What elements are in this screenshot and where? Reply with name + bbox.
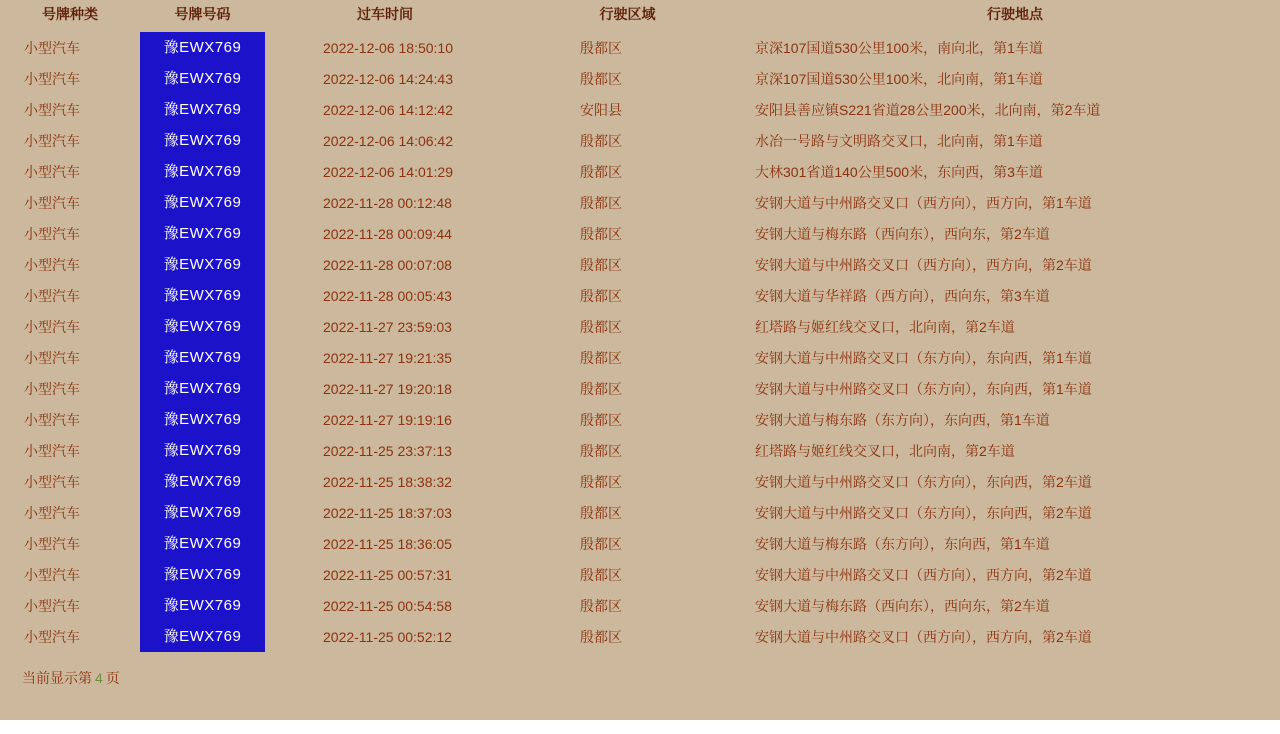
cell-plate-number — [140, 621, 265, 652]
cell-place: 红塔路与姬红线交叉口，北向南，第2车道 — [755, 442, 1015, 459]
cell-place: 安钢大道与中州路交叉口（西方向），西方向，第2车道 — [755, 566, 1092, 583]
cell-plate-type: 小型汽车 — [24, 349, 80, 366]
cell-pass-time: 2022-12-06 14:01:29 — [323, 163, 453, 180]
plate-badge[interactable]: 豫EWX769 — [140, 497, 265, 528]
cell-plate-number — [140, 404, 265, 435]
table-row[interactable] — [0, 590, 1280, 621]
cell-plate-type: 小型汽车 — [24, 318, 80, 335]
cell-place: 安钢大道与中州路交叉口（东方向），东向西，第2车道 — [755, 504, 1092, 521]
cell-place: 安钢大道与梅东路（西向东），西向东，第2车道 — [755, 225, 1050, 242]
cell-plate-number — [140, 32, 265, 63]
column-header-plate-type: 号牌种类 — [42, 6, 98, 22]
cell-place: 安钢大道与梅东路（东方向），东向西，第1车道 — [755, 535, 1050, 552]
cell-plate-type: 小型汽车 — [24, 163, 80, 180]
cell-area: 殷都区 — [580, 39, 622, 56]
cell-pass-time: 2022-11-25 18:38:32 — [323, 473, 452, 490]
cell-pass-time: 2022-12-06 14:24:43 — [323, 70, 453, 87]
plate-badge[interactable]: 豫EWX769 — [140, 249, 265, 280]
cell-place: 安钢大道与中州路交叉口（西方向），西方向，第2车道 — [755, 628, 1092, 645]
cell-plate-type: 小型汽车 — [24, 225, 80, 242]
cell-place: 京深107国道530公里100米，北向南，第1车道 — [755, 70, 1043, 87]
cell-area: 殷都区 — [580, 566, 622, 583]
cell-plate-number — [140, 218, 265, 249]
cell-plate-type: 小型汽车 — [24, 380, 80, 397]
cell-plate-type: 小型汽车 — [24, 101, 80, 118]
bottom-strip — [0, 720, 1280, 734]
cell-plate-number — [140, 528, 265, 559]
plate-badge[interactable]: 豫EWX769 — [140, 342, 265, 373]
cell-area: 殷都区 — [580, 411, 622, 428]
cell-plate-type: 小型汽车 — [24, 256, 80, 273]
cell-plate-type: 小型汽车 — [24, 535, 80, 552]
cell-plate-number — [140, 435, 265, 466]
cell-area: 殷都区 — [580, 70, 622, 87]
cell-place: 安钢大道与梅东路（东方向），东向西，第1车道 — [755, 411, 1050, 428]
cell-pass-time: 2022-11-27 23:59:03 — [323, 318, 452, 335]
plate-badge[interactable]: 豫EWX769 — [140, 156, 265, 187]
plate-badge[interactable]: 豫EWX769 — [140, 94, 265, 125]
cell-plate-type: 小型汽车 — [24, 70, 80, 87]
pagination-prefix: 当前显示第 — [22, 670, 92, 686]
table-row[interactable] — [0, 218, 1280, 249]
table-row[interactable] — [0, 404, 1280, 435]
cell-area: 殷都区 — [580, 504, 622, 521]
cell-plate-type: 小型汽车 — [24, 287, 80, 304]
column-header-place: 行驶地点 — [987, 6, 1043, 22]
cell-plate-type: 小型汽车 — [24, 628, 80, 645]
table-row[interactable] — [0, 280, 1280, 311]
cell-area: 安阳县 — [580, 101, 622, 118]
cell-place: 京深107国道530公里100米，南向北，第1车道 — [755, 39, 1043, 56]
table-row[interactable] — [0, 94, 1280, 125]
cell-area: 殷都区 — [580, 256, 622, 273]
cell-pass-time: 2022-11-25 23:37:13 — [323, 442, 452, 459]
cell-plate-type: 小型汽车 — [24, 39, 80, 56]
cell-area: 殷都区 — [580, 349, 622, 366]
table-row[interactable] — [0, 311, 1280, 342]
cell-plate-type: 小型汽车 — [24, 132, 80, 149]
plate-badge[interactable]: 豫EWX769 — [140, 621, 265, 652]
cell-plate-type: 小型汽车 — [24, 194, 80, 211]
cell-pass-time: 2022-11-25 00:54:58 — [323, 597, 452, 614]
cell-plate-number — [140, 63, 265, 94]
cell-area: 殷都区 — [580, 628, 622, 645]
plate-badge[interactable]: 豫EWX769 — [140, 187, 265, 218]
column-header-plate-number: 号牌号码 — [174, 6, 231, 22]
table-row[interactable] — [0, 435, 1280, 466]
cell-place: 安钢大道与中州路交叉口（西方向），西方向，第1车道 — [755, 194, 1092, 211]
cell-plate-number — [140, 466, 265, 497]
cell-place: 大林301省道140公里500米，东向西，第3车道 — [755, 163, 1043, 180]
table-header — [0, 0, 1280, 32]
cell-plate-number — [140, 342, 265, 373]
cell-pass-time: 2022-11-25 18:36:05 — [323, 535, 452, 552]
plate-badge[interactable]: 豫EWX769 — [140, 63, 265, 94]
plate-badge[interactable]: 豫EWX769 — [140, 311, 265, 342]
table-row[interactable] — [0, 249, 1280, 280]
cell-plate-number — [140, 94, 265, 125]
cell-area: 殷都区 — [580, 473, 622, 490]
pagination-status — [0, 652, 1280, 688]
cell-pass-time: 2022-11-25 00:57:31 — [323, 566, 452, 583]
plate-badge[interactable]: 豫EWX769 — [140, 559, 265, 590]
table-row[interactable] — [0, 63, 1280, 94]
pagination-suffix: 页 — [105, 670, 120, 686]
cell-place: 安钢大道与梅东路（西向东），西向东，第2车道 — [755, 597, 1050, 614]
plate-badge[interactable]: 豫EWX769 — [140, 590, 265, 621]
cell-plate-type: 小型汽车 — [24, 566, 80, 583]
cell-place: 安钢大道与中州路交叉口（东方向），东向西，第2车道 — [755, 473, 1092, 490]
cell-pass-time: 2022-11-27 19:20:18 — [323, 380, 452, 397]
cell-plate-number — [140, 497, 265, 528]
cell-pass-time: 2022-12-06 18:50:10 — [323, 39, 453, 56]
cell-place: 安钢大道与中州路交叉口（东方向），东向西，第1车道 — [755, 349, 1092, 366]
pagination-page-number[interactable]: 4 — [95, 670, 103, 686]
cell-area: 殷都区 — [580, 442, 622, 459]
plate-badge[interactable]: 豫EWX769 — [140, 280, 265, 311]
cell-area: 殷都区 — [580, 163, 622, 180]
column-header-pass-time: 过车时间 — [357, 6, 413, 22]
cell-pass-time: 2022-11-28 00:12:48 — [323, 194, 452, 211]
plate-badge[interactable]: 豫EWX769 — [140, 404, 265, 435]
table-row[interactable] — [0, 528, 1280, 559]
table-row[interactable] — [0, 621, 1280, 652]
cell-place: 安钢大道与中州路交叉口（东方向），东向西，第1车道 — [755, 380, 1092, 397]
cell-place: 水冶一号路与文明路交叉口，北向南，第1车道 — [755, 132, 1043, 149]
cell-area: 殷都区 — [580, 597, 622, 614]
table-row[interactable] — [0, 32, 1280, 63]
cell-plate-number — [140, 311, 265, 342]
cell-area: 殷都区 — [580, 287, 622, 304]
plate-badge[interactable]: 豫EWX769 — [140, 435, 265, 466]
cell-pass-time: 2022-11-25 00:52:12 — [323, 628, 452, 645]
cell-pass-time: 2022-11-27 19:19:16 — [323, 411, 452, 428]
cell-plate-number — [140, 559, 265, 590]
cell-place: 安阳县善应镇S221省道28公里200米，北向南，第2车道 — [755, 101, 1101, 118]
table-header-row — [0, 0, 1280, 32]
cell-pass-time: 2022-11-28 00:09:44 — [323, 225, 452, 242]
cell-pass-time: 2022-11-28 00:07:08 — [323, 256, 452, 273]
cell-plate-type: 小型汽车 — [24, 442, 80, 459]
cell-plate-number — [140, 249, 265, 280]
cell-plate-type: 小型汽车 — [24, 411, 80, 428]
plate-badge[interactable]: 豫EWX769 — [140, 218, 265, 249]
cell-area: 殷都区 — [580, 380, 622, 397]
plate-badge[interactable]: 豫EWX769 — [140, 373, 265, 404]
cell-plate-type: 小型汽车 — [24, 504, 80, 521]
cell-plate-number — [140, 590, 265, 621]
cell-area: 殷都区 — [580, 225, 622, 242]
cell-place: 安钢大道与华祥路（西方向），西向东，第3车道 — [755, 287, 1050, 304]
cell-plate-number — [140, 373, 265, 404]
cell-pass-time: 2022-11-28 00:05:43 — [323, 287, 452, 304]
cell-plate-type: 小型汽车 — [24, 473, 80, 490]
table-row[interactable] — [0, 373, 1280, 404]
table-body — [0, 32, 1280, 652]
cell-area: 殷都区 — [580, 194, 622, 211]
cell-area: 殷都区 — [580, 535, 622, 552]
cell-pass-time: 2022-11-27 19:21:35 — [323, 349, 452, 366]
cell-plate-number — [140, 187, 265, 218]
cell-plate-number — [140, 280, 265, 311]
plate-badge[interactable]: 豫EWX769 — [140, 528, 265, 559]
table-row[interactable] — [0, 466, 1280, 497]
cell-pass-time: 2022-12-06 14:12:42 — [323, 101, 453, 118]
cell-plate-number — [140, 125, 265, 156]
plate-badge[interactable]: 豫EWX769 — [140, 32, 265, 63]
cell-plate-number — [140, 156, 265, 187]
cell-area: 殷都区 — [580, 132, 622, 149]
plate-badge[interactable]: 豫EWX769 — [140, 466, 265, 497]
table-row[interactable] — [0, 342, 1280, 373]
table-row[interactable] — [0, 187, 1280, 218]
table-row[interactable] — [0, 125, 1280, 156]
cell-pass-time: 2022-11-25 18:37:03 — [323, 504, 452, 521]
cell-pass-time: 2022-12-06 14:06:42 — [323, 132, 453, 149]
table-row[interactable] — [0, 497, 1280, 528]
table-row[interactable] — [0, 559, 1280, 590]
column-header-area: 行驶区域 — [599, 6, 656, 22]
cell-plate-type: 小型汽车 — [24, 597, 80, 614]
table-row[interactable] — [0, 156, 1280, 187]
cell-place: 红塔路与姬红线交叉口，北向南，第2车道 — [755, 318, 1015, 335]
cell-place: 安钢大道与中州路交叉口（西方向），西方向，第2车道 — [755, 256, 1092, 273]
cell-area: 殷都区 — [580, 318, 622, 335]
plate-badge[interactable]: 豫EWX769 — [140, 125, 265, 156]
